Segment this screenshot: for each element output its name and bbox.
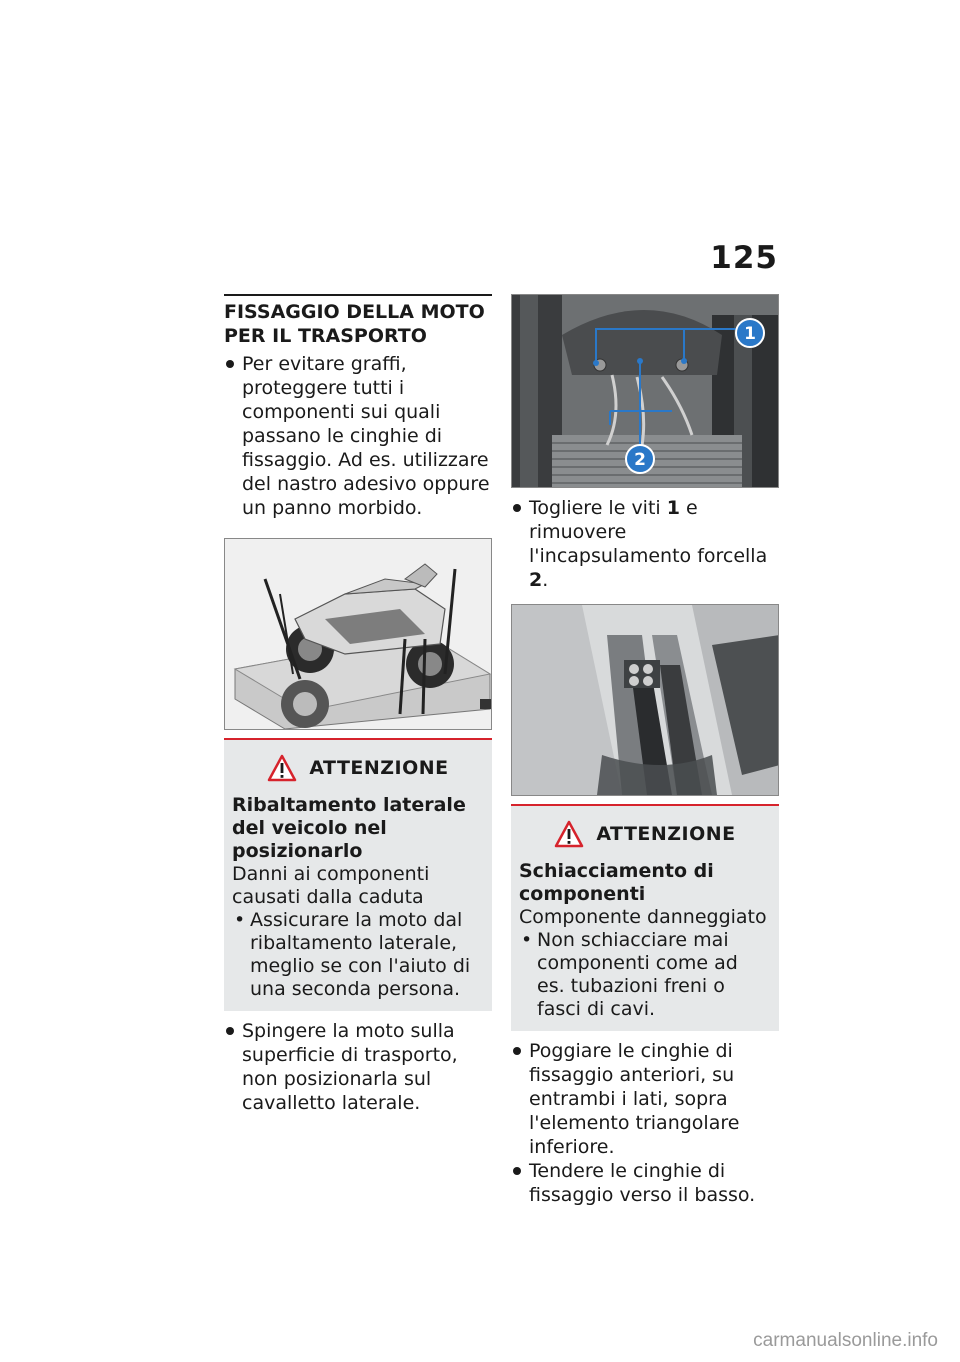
section-title-line1: FISSAGGIO DELLA MOTO [224,301,485,323]
callout-1-label: 1 [744,324,756,344]
motorcycle-trailer-figure [224,538,492,730]
warning-text: Danni ai componenti causati dalla caduta [232,863,430,908]
warning-title: Schiacciamento di componenti [519,860,714,905]
warning-box-crushing [511,804,779,1031]
warning-triangle-icon [267,754,297,782]
warning-triangle-icon [554,820,584,848]
motorcycle-trailer-illustration [225,539,492,729]
warning-header [519,820,771,848]
warning-box-tipping [224,738,492,1011]
text-fragment: Togliere le viti [529,497,667,519]
warning-bullet: • Non schiacciare mai componenti come ad es. tubazioni freni o fasci di cavi. [519,929,771,1021]
section-title [224,300,492,348]
callout-2-badge [626,445,654,473]
warning-title: Ribaltamento laterale del veicolo nel posizionarlo [232,794,466,862]
instruction-bullet: Tendere le cinghie di fissaggio verso il basso. [511,1159,779,1207]
instruction-bullet: Poggiare le cinghie di fissaggio anteriori, su entrambi i lati, sopra l'elemento triangolare inferiore. [511,1039,779,1159]
fork-strap-illustration [512,605,779,795]
ref-fork-cover: 2 [529,569,543,591]
warning-label: ATTENZIONE [309,757,449,779]
instruction-bullet: Spingere la moto sulla superficie di trasporto, non posizionarla sul cavalletto laterale. [224,1019,492,1115]
text-fragment: e rimuovere l'incapsulamento forcella [529,497,768,567]
warning-header [232,754,484,782]
fork-cover-illustration [512,295,779,487]
warning-text: Componente danneggiato [519,906,767,928]
ref-screws: 1 [666,497,680,519]
left-column [224,294,492,1115]
warning-bullet: • Assicurare la moto dal ribaltamento laterale, meglio se con l'aiuto di una seconda persona. [232,909,484,1001]
right-column [511,294,779,1207]
warning-label: ATTENZIONE [596,823,736,845]
callout-2-label: 2 [634,450,646,470]
instruction-bullet [511,496,779,592]
section-title-line2: PER IL TRASPORTO [224,325,427,347]
text-fragment: . [542,569,549,591]
callout-1-badge [736,319,764,347]
page-number: 125 [710,240,778,276]
fork-cover-figure [511,294,779,488]
instruction-bullet: Per evitare graffi, proteggere tutti i componenti sui quali passano le cinghie di fissaggio. Ad es. utilizzare del nastro adesivo oppure un panno morbido. [224,352,492,520]
fork-strap-figure [511,604,779,796]
footer-watermark: carmanualsonline.info [753,1330,938,1351]
section-rule [224,294,492,296]
